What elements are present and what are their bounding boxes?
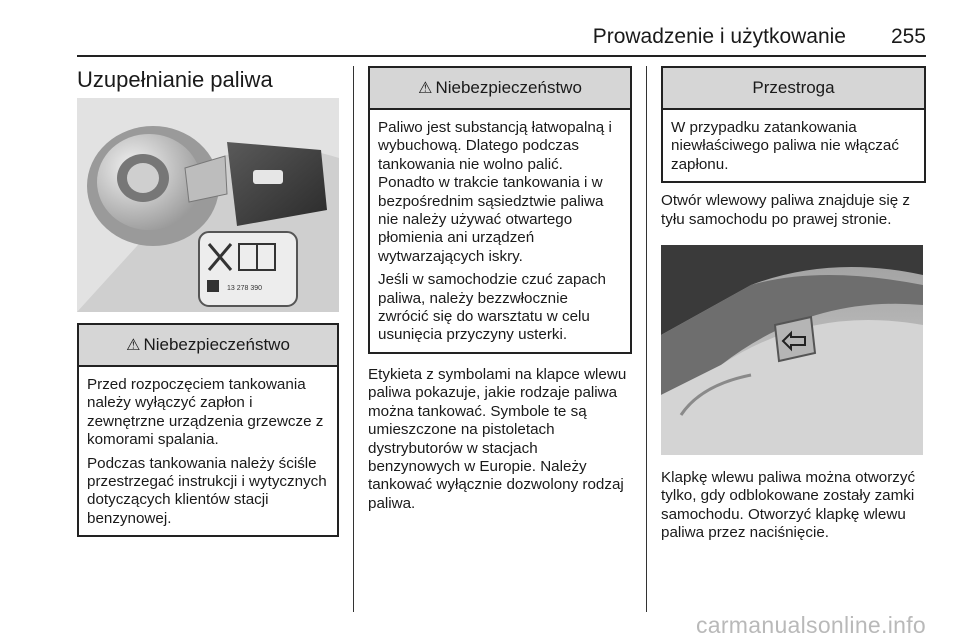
danger-box-2-heading: Niebezpieczeństwo (435, 78, 582, 97)
car-rear-illustration (661, 245, 923, 455)
filler-location-text (661, 192, 926, 229)
fuel-filler-photo (77, 98, 339, 312)
column-2 (368, 66, 632, 513)
flap-opening-paragraph: Klapkę wlewu paliwa można otworzyć tylko, gdy odblokowane zostały zamki samochodu. Otworzyć klapkę wlewu paliwa przez naciśnięcie. (661, 469, 916, 542)
danger-box-2-paragraph: Jeśli w samochodzie czuć zapach paliwa, należy bezzwłocznie zwrócić się do warsztatu w celu usunięcia przyczyny usterki. (378, 271, 606, 344)
caution-box-paragraph: W przypadku zatankowania niewłaściwego paliwa nie włączać zapłonu. (671, 119, 899, 173)
fuel-label-paragraph: Etykieta z symbolami na klapce wlewu paliwa pokazuje, jakie rodzaje paliwa można tankować. Symbole te są umieszczone na pistoletach dystrybutorów w stacjach benzynowych w Europie. Należy tankować wyłącznie dozwolony rodzaj paliwa. (368, 365, 627, 512)
danger-box-2-paragraph: Paliwo jest substancją łatwopalną i wybuchową. Dlatego podczas tankowania nie wolno palić. Ponadto w trakcie tankowania i w bezpośrednim sąsiedztwie paliwa nie należy używać otwartego płomienia ani urządzeń wytwarzających iskry. (378, 119, 612, 265)
page-header (0, 22, 926, 52)
label-code: 13 278 390 (227, 285, 263, 292)
caution-box-body (663, 110, 924, 181)
fuel-filler-illustration (77, 98, 339, 312)
fuel-label-text (368, 366, 632, 513)
danger-box-2-header (370, 68, 630, 110)
column-1 (77, 66, 339, 537)
caution-box-heading: Przestroga (752, 78, 835, 97)
danger-box-1-heading: Niebezpieczeństwo (143, 335, 290, 354)
caution-box-header (663, 68, 924, 110)
warning-triangle-icon: ⚠ (418, 80, 433, 97)
column-divider (353, 66, 354, 612)
danger-box-2-body (370, 110, 630, 352)
column-divider (646, 66, 647, 612)
section-title: Uzupełnianie paliwa (77, 67, 273, 92)
flap-opening-text (661, 469, 926, 543)
caution-box (661, 66, 926, 183)
danger-box-1-header (79, 325, 337, 367)
danger-box-1-paragraph: Podczas tankowania należy ściśle przestrzegać instrukcji i wytycznych dotyczących klientów stacji benzynowej. (87, 454, 327, 527)
page-number: 255 (890, 25, 926, 48)
header-rule (77, 55, 926, 57)
header-title: Prowadzenie i użytkowanie (592, 25, 846, 48)
car-rear-photo (661, 245, 923, 455)
filler-location-paragraph: Otwór wlewowy paliwa znajduje się z tyłu samochodu po prawej stronie. (661, 192, 911, 228)
warning-triangle-icon: ⚠ (126, 337, 141, 354)
column-3 (661, 66, 926, 543)
watermark: carmanualsonline.info (695, 612, 926, 638)
danger-box-1 (77, 323, 339, 537)
danger-box-2 (368, 66, 632, 354)
danger-box-1-body (79, 367, 337, 535)
danger-box-1-paragraph: Przed rozpoczęciem tankowania należy wyłączyć zapłon i zewnętrzne urządzenia grzewcze z komorami spalania. (87, 376, 324, 449)
